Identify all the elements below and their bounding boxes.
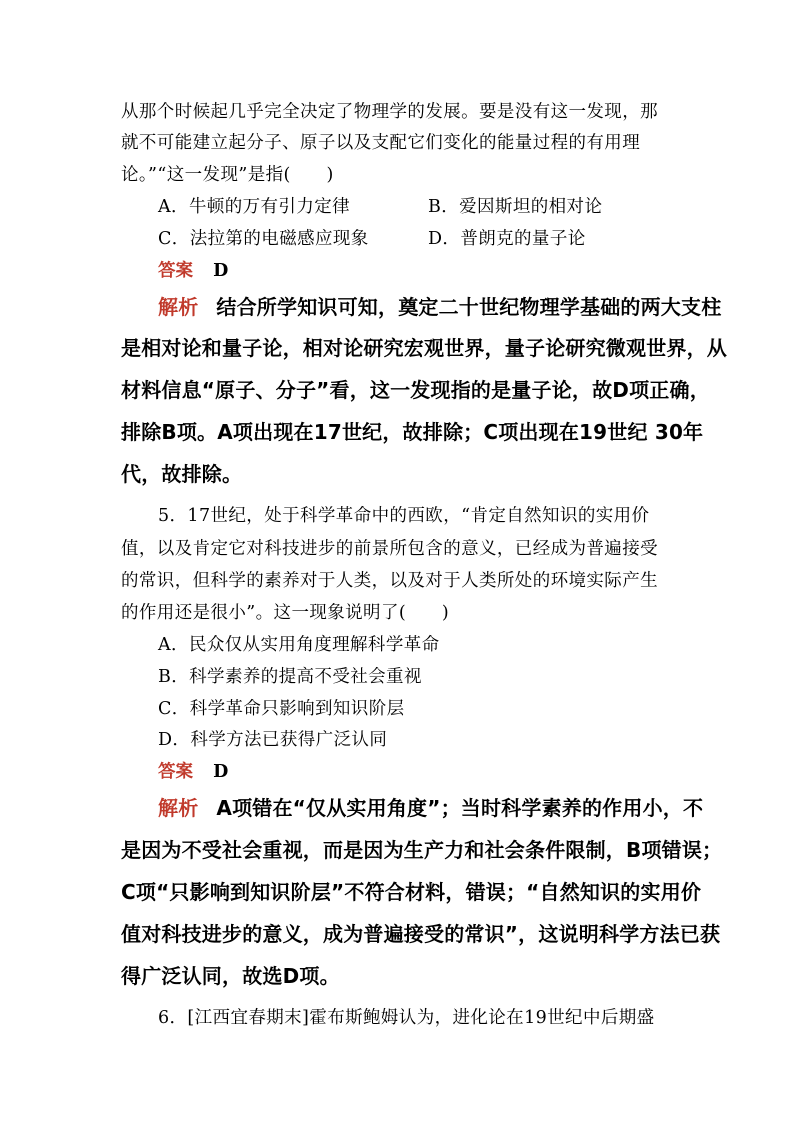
q4-option-d: D．普朗克的量子论 (428, 229, 586, 249)
q5-analysis-line-1 (158, 792, 703, 821)
q5-option-d: D．科学方法已获得广泛认同 (158, 730, 388, 750)
q4-analysis-line-1 (158, 291, 721, 320)
q4-line-1: 从那个时候起几乎完全决定了物理学的发展。要是没有这一发现，那 (121, 102, 658, 122)
q4-analysis-line-2: 是相对论和量子论，相对论研究宏观世界，量子论研究微观世界，从 (121, 336, 727, 360)
q5-option-a: A．民众仅从实用角度理解科学革命 (158, 635, 440, 655)
q5-analysis-line-4: 值对科技进步的意义，成为普遍接受的常识”，这说明科学方法已获 (121, 922, 721, 946)
q5-option-c: C．科学革命只影响到知识阶层 (158, 699, 405, 719)
q4-option-b: B．爱因斯坦的相对论 (428, 197, 603, 217)
q5-analysis-label: 解析 (158, 796, 199, 820)
q5-analysis-line-3: C项“只影响到知识阶层”不符合材料，错误；“自然知识的实用价 (121, 880, 702, 904)
q4-option-c: C．法拉第的电磁感应现象 (158, 229, 369, 249)
q4-answer-value: D (213, 261, 229, 281)
q5-line-3: 的常识，但科学的素养对于人类，以及对于人类所处的环境实际产生 (121, 571, 658, 591)
q5-analysis-line-5: 得广泛认同，故选D项。 (121, 964, 340, 988)
q4-answer-label: 答案 (158, 261, 193, 281)
q5-analysis-line-2: 是因为不受社会重视，而是因为生产力和社会条件限制，B项错误； (121, 838, 723, 862)
q5-line-1: 5．17世纪，处于科学革命中的西欧，“肯定自然知识的实用价 (158, 506, 650, 526)
q4-analysis-line-3: 材料信息“原子、分子”看，这一发现指的是量子论，故D项正确， (121, 378, 710, 402)
q5-answer-label: 答案 (158, 762, 193, 782)
q4-analysis-text-1: 结合所学知识可知，奠定二十世纪物理学基础的两大支柱 (216, 295, 722, 319)
q5-answer (158, 758, 228, 783)
q5-analysis-text-1: A项错在“仅从实用角度”；当时科学素养的作用小，不 (216, 796, 704, 820)
q4-line-3: 论。”“这一发现”是指( ) (121, 165, 334, 185)
q4-analysis-line-5: 代，故排除。 (121, 462, 243, 486)
q5-line-2: 值，以及肯定它对科技进步的前景所包含的意义，已经成为普遍接受 (121, 539, 658, 559)
q4-analysis-line-4: 排除B项。A项出现在17世纪，故排除；C项出现在19世纪 30年 (121, 420, 704, 444)
q4-answer (158, 257, 228, 282)
q4-analysis-label: 解析 (158, 295, 199, 319)
q4-option-a: A．牛顿的万有引力定律 (158, 197, 351, 217)
q4-line-2: 就不可能建立起分子、原子以及支配它们变化的能量过程的有用理 (121, 133, 641, 153)
q5-answer-value: D (213, 762, 229, 782)
q5-line-4: 的作用还是很小”。这一现象说明了( ) (121, 603, 450, 623)
q5-option-b: B．科学素养的提高不受社会重视 (158, 667, 422, 687)
q6-line-1: 6．[江西宜春期末]霍布斯鲍姆认为，进化论在19世纪中后期盛 (158, 1008, 655, 1028)
